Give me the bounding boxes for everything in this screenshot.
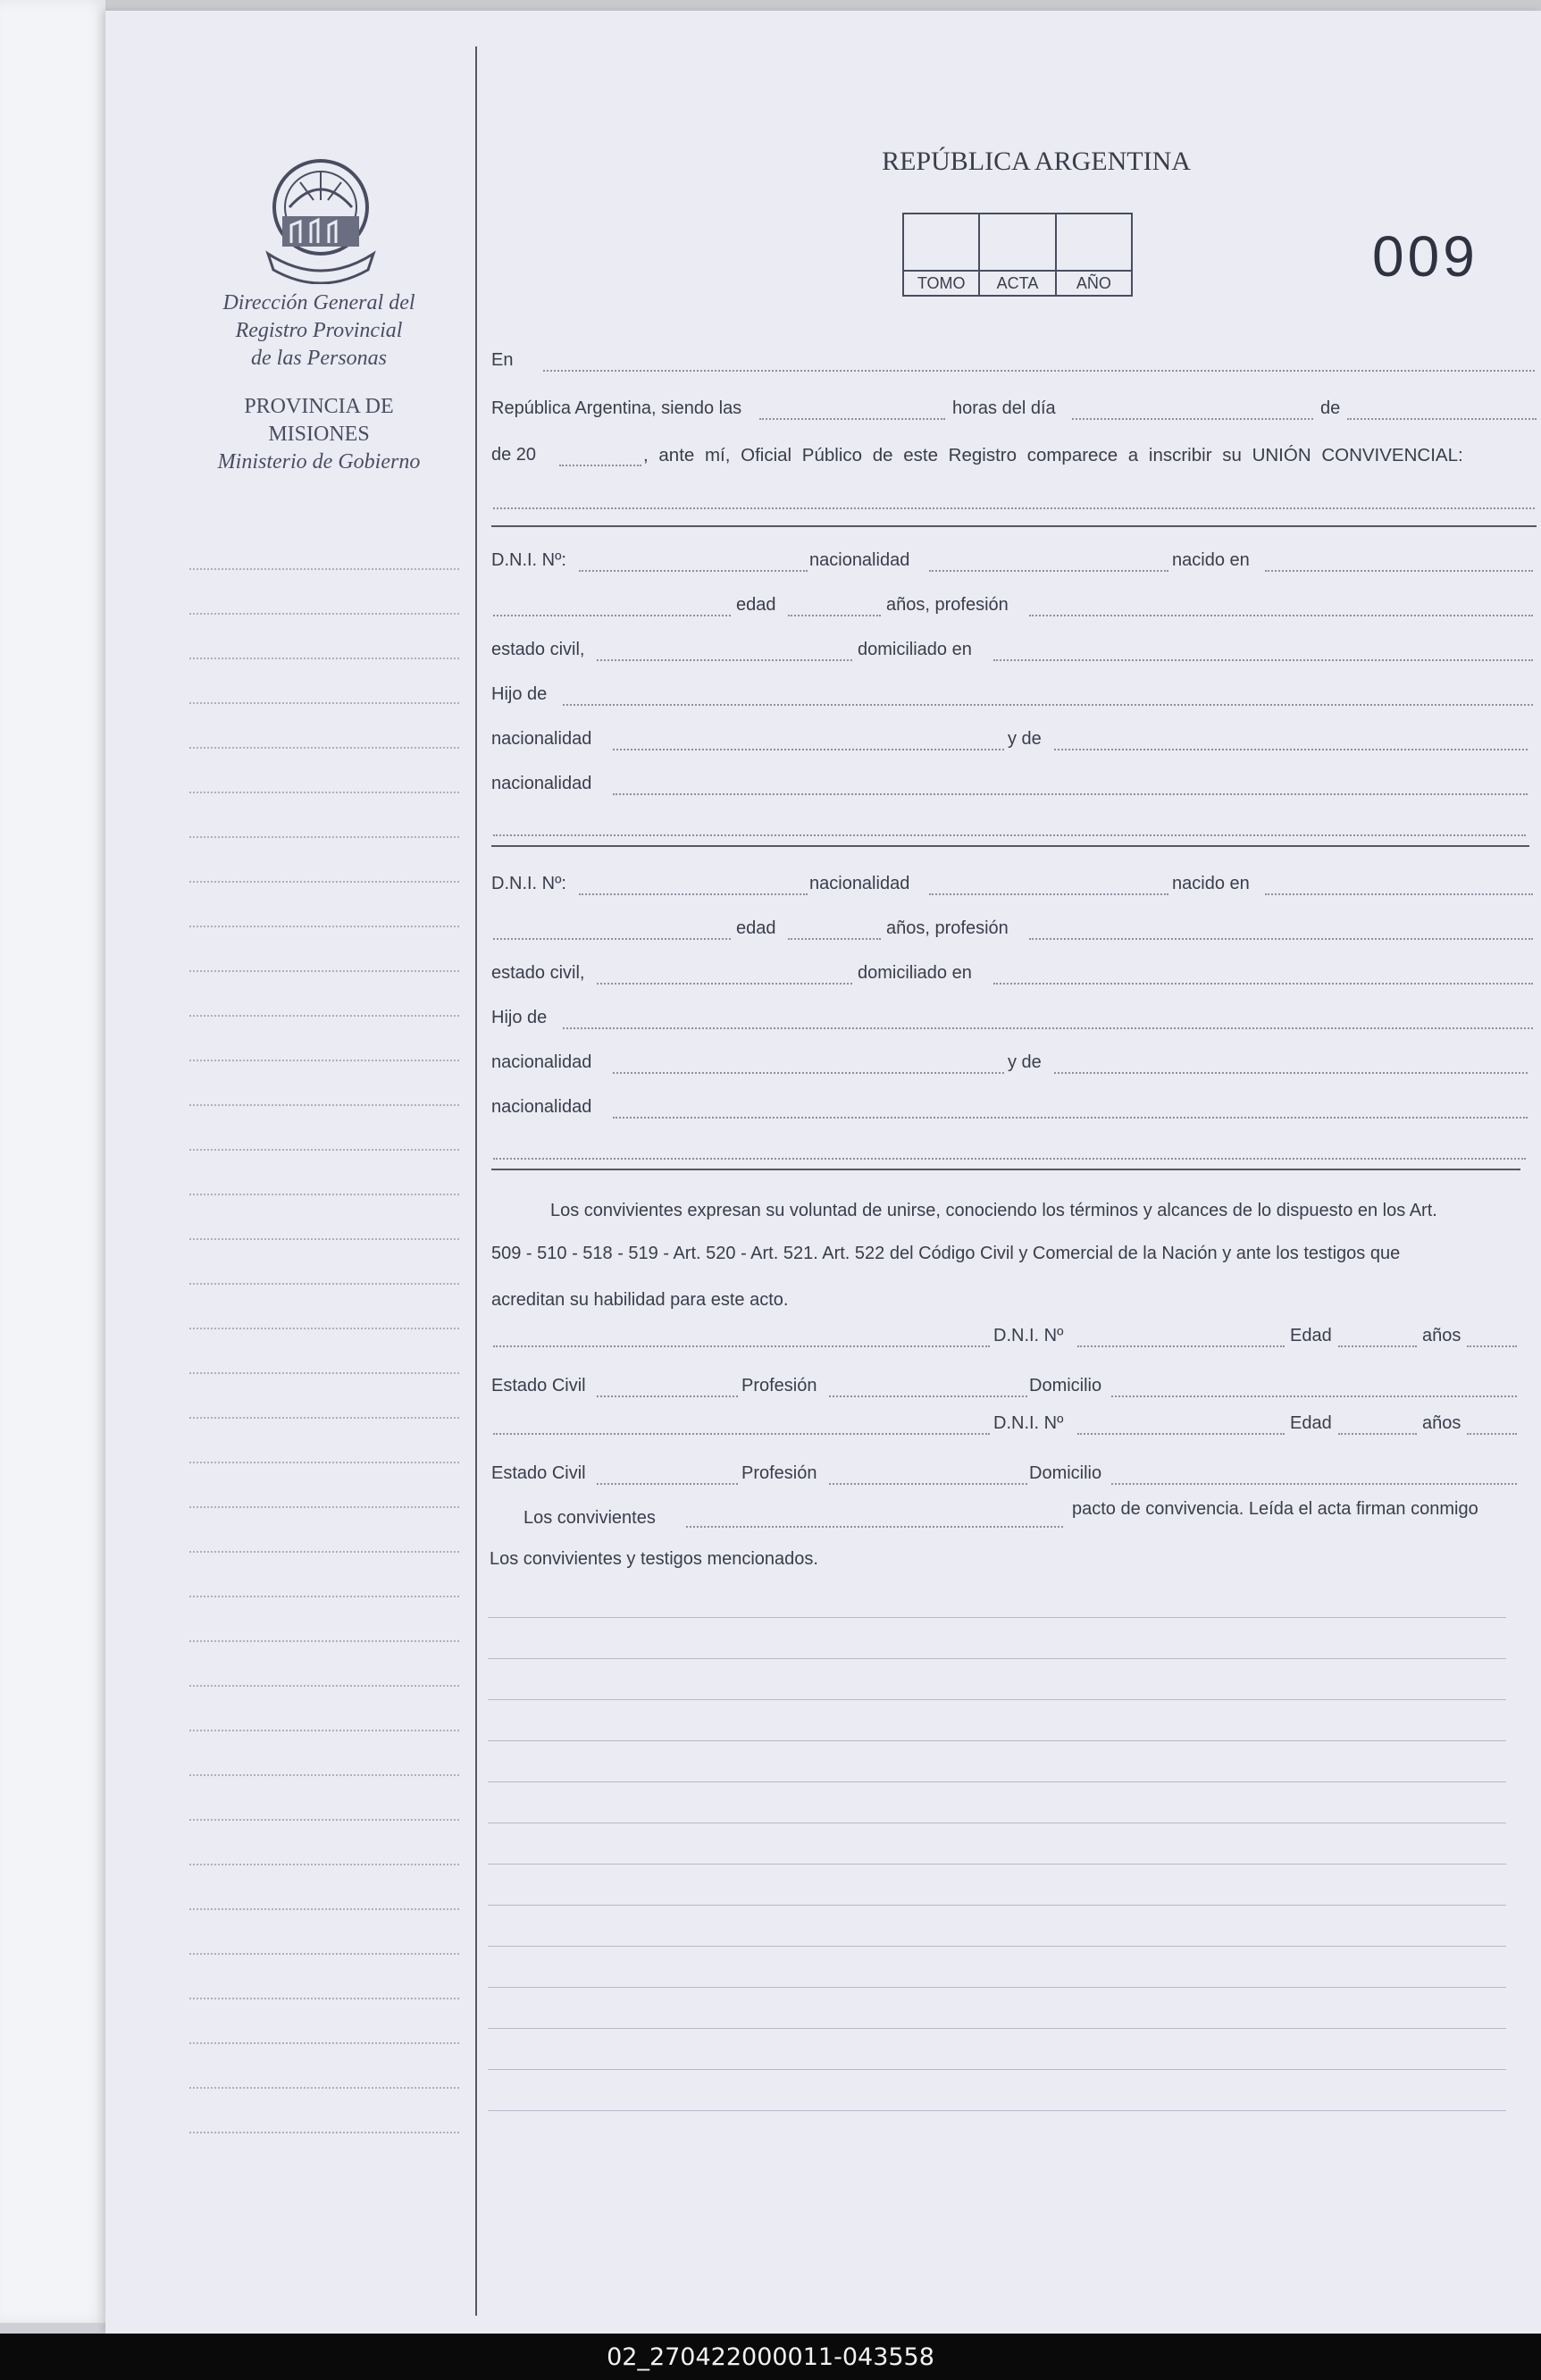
section-divider-2 [491,845,1529,847]
person-1-profesion-fill[interactable] [1029,615,1533,616]
person-1-dni-label: D.N.I. Nº: [491,550,566,570]
document-number: 009 [1372,224,1478,289]
margin-line[interactable] [189,1149,459,1151]
margin-line[interactable] [189,1596,459,1597]
person-1-yde-label: y de [1008,729,1042,749]
signature-line[interactable] [488,1946,1506,1947]
person-1-birthplace-fill[interactable] [493,615,731,616]
witness-2-dni-fill[interactable] [1077,1433,1285,1435]
margin-line[interactable] [189,2042,459,2044]
person-1-madre-nac-fill[interactable] [613,793,1528,795]
ano-cell[interactable] [1057,214,1131,295]
person-2-edad-label: edad [736,918,776,938]
person-1-continuation[interactable] [493,834,1526,836]
margin-line[interactable] [189,658,459,659]
margin-line[interactable] [189,1730,459,1731]
person-1-madre-nac-label: nacionalidad [491,774,592,793]
person-2-domicilio-label: domiciliado en [858,963,972,983]
sidebar-province [189,393,448,476]
witness-2-estado-label: Estado Civil [491,1463,586,1483]
margin-line[interactable] [189,1908,459,1910]
margin-line[interactable] [189,1864,459,1865]
margin-line[interactable] [189,1238,459,1240]
person-1-edad-label: edad [736,595,776,615]
margin-line[interactable] [189,2087,459,2089]
witness-1-edad-fill[interactable] [1338,1345,1417,1347]
intro-continuation[interactable] [493,507,1535,509]
document-title: REPÚBLICA ARGENTINA [882,147,1191,176]
witness-1-anos-fill[interactable] [1467,1345,1517,1347]
directorate-line-3: de las Personas [251,347,387,370]
tomo-label: TOMO [904,270,978,295]
signature-line[interactable] [488,1781,1506,1782]
margin-line[interactable] [189,568,459,570]
provincial-seal [264,154,377,284]
witness-1-estado-label: Estado Civil [491,1376,586,1395]
person-2-dni-fill[interactable] [579,893,808,895]
margin-line[interactable] [189,792,459,793]
person-1-dni-fill[interactable] [579,570,808,572]
person-2-hijo-label: Hijo de [491,1008,548,1027]
person-2-yde-label: y de [1008,1052,1042,1072]
person-1-padre-nac-label: nacionalidad [491,729,592,749]
person-1-nacionalidad-fill[interactable] [929,570,1168,572]
witness-1-estado-fill[interactable] [597,1395,738,1397]
margin-line[interactable] [189,1372,459,1374]
person-2-madre-nac-label: nacionalidad [491,1097,592,1117]
witness-1-name-fill[interactable] [493,1345,990,1347]
signature-line[interactable] [488,2028,1506,2029]
province-line-2: MISIONES [268,423,370,446]
witness-2-domicilio-label: Domicilio [1029,1463,1102,1483]
person-1-hijo-label: Hijo de [491,684,548,704]
margin-line[interactable] [189,926,459,927]
acta-cell[interactable] [980,214,1056,295]
witness-1-dni-label: D.N.I. Nº [993,1326,1064,1345]
witness-1-domicilio-fill[interactable] [1111,1395,1517,1397]
person-2-edad-fill[interactable] [788,938,881,940]
section-divider-3 [491,1169,1520,1170]
year-fill[interactable] [559,465,641,466]
margin-line[interactable] [189,836,459,838]
margin-line[interactable] [189,2132,459,2133]
person-2-yde-fill[interactable] [1054,1072,1528,1074]
intro-line-2c: de [1320,398,1341,418]
signature-line[interactable] [488,1699,1506,1700]
tomo-cell[interactable] [904,214,980,295]
person-2-padre-nac-label: nacionalidad [491,1052,592,1072]
witness-1-dni-fill[interactable] [1077,1345,1285,1347]
person-2-continuation[interactable] [493,1158,1526,1160]
directorate-line-2: Registro Provincial [235,319,403,342]
person-2-domicilio-fill[interactable] [993,983,1533,985]
witness-2-profesion-label: Profesión [741,1463,817,1483]
intro-line-3a: de 20 [491,445,537,465]
margin-line[interactable] [189,1998,459,1999]
witness-2-anos-fill[interactable] [1467,1433,1517,1435]
intro-line-2a: República Argentina, siendo las [491,398,742,418]
intro-en: En [491,350,514,370]
hour-fill[interactable] [759,418,945,420]
signature-line[interactable] [488,1905,1506,1906]
scan-id: 02_270422000011-043558 [607,2342,934,2371]
day-fill[interactable] [1072,418,1313,420]
margin-line[interactable] [189,1328,459,1329]
person-2-profesion-fill[interactable] [1029,938,1533,940]
signature-line[interactable] [488,1864,1506,1865]
directorate-line-1: Dirección General del [222,291,415,314]
closing-line-1: pacto de convivencia. Leída el acta firman conmigo [1072,1499,1478,1519]
month-fill[interactable] [1347,418,1537,420]
margin-divider [475,46,477,2316]
ano-label: AÑO [1057,270,1131,295]
witness-1-profesion-fill[interactable] [829,1395,1027,1397]
signature-line[interactable] [488,1658,1506,1659]
person-2-dni-label: D.N.I. Nº: [491,874,566,893]
intro-en-fill[interactable] [543,370,1535,372]
margin-line[interactable] [189,1685,459,1687]
margin-line[interactable] [189,1283,459,1285]
margin-line[interactable] [189,1551,459,1553]
witness-2-estado-fill[interactable] [597,1483,738,1485]
person-1-nacido-fill[interactable] [1265,570,1533,572]
margin-line[interactable] [189,1953,459,1955]
witness-2-edad-fill[interactable] [1338,1433,1417,1435]
person-2-madre-nac-fill[interactable] [613,1117,1528,1119]
signature-line[interactable] [488,2069,1506,2070]
person-2-birthplace-fill[interactable] [493,938,731,940]
intro-line-3b: , ante mí, Oficial Público de este Registro comparece a inscribir su UNIÓN CONVIVENCIAL: [643,445,1463,465]
person-1-yde-fill[interactable] [1054,749,1528,750]
witness-2-profesion-fill[interactable] [829,1483,1027,1485]
acta-label: ACTA [980,270,1054,295]
ministry: Ministerio de Gobierno [217,450,421,473]
margin-line[interactable] [189,1104,459,1106]
person-2-profesion-label: años, profesión [886,918,1009,938]
province-line-1: PROVINCIA DE [244,395,394,418]
person-1-edad-fill[interactable] [788,615,881,616]
signature-line[interactable] [488,1987,1506,1988]
margin-line[interactable] [189,1194,459,1195]
margin-line[interactable] [189,881,459,883]
signature-line[interactable] [488,2110,1506,2111]
margin-line[interactable] [189,1819,459,1821]
person-1-padre-nac-fill[interactable] [613,749,1004,750]
margin-line[interactable] [189,1506,459,1508]
witness-2-dni-label: D.N.I. Nº [993,1413,1064,1433]
signature-line[interactable] [488,1740,1506,1741]
sidebar-directorate [189,289,448,373]
person-1-domicilio-fill[interactable] [993,659,1533,661]
witness-1-anos-label: años [1422,1326,1461,1345]
declaration-line-1: Los convivientes expresan su voluntad de unirse, conociendo los términos y alcances de lo dispuesto en los Art. [550,1201,1437,1220]
person-1-nacionalidad-label: nacionalidad [809,550,910,570]
person-1-hijo-fill[interactable] [563,704,1533,706]
person-2-hijo-fill[interactable] [563,1027,1533,1029]
person-2-nacionalidad-label: nacionalidad [809,874,910,893]
intro-line-2b: horas del día [952,398,1056,418]
margin-line[interactable] [189,1640,459,1642]
margin-line[interactable] [189,970,459,972]
witness-1-profesion-label: Profesión [741,1376,817,1395]
margin-line[interactable] [189,1417,459,1419]
witness-2-edad-label: Edad [1290,1413,1332,1433]
person-2-nacionalidad-fill[interactable] [929,893,1168,895]
closing-line-2: Los convivientes y testigos mencionados. [490,1549,818,1569]
signature-line[interactable] [488,1617,1506,1618]
margin-line[interactable] [189,747,459,749]
person-2-estado-fill[interactable] [597,983,852,985]
person-1-profesion-label: años, profesión [886,595,1009,615]
witness-1-edad-label: Edad [1290,1326,1332,1345]
witness-2-anos-label: años [1422,1413,1461,1433]
margin-line[interactable] [189,702,459,704]
convivientes-label: Los convivientes [523,1508,656,1528]
margin-line[interactable] [189,1462,459,1463]
facing-page-edge [0,0,105,2323]
person-2-nacido-label: nacido en [1172,874,1250,893]
person-1-domicilio-label: domiciliado en [858,640,972,659]
witness-1-domicilio-label: Domicilio [1029,1376,1102,1395]
margin-line[interactable] [189,1015,459,1017]
person-2-estado-label: estado civil, [491,963,585,983]
margin-line[interactable] [189,613,459,615]
person-1-estado-label: estado civil, [491,640,585,659]
witness-2-name-fill[interactable] [493,1433,990,1435]
section-divider-1 [491,525,1537,527]
scan-id-bar [0,2334,1541,2380]
declaration-line-2: 509 - 510 - 518 - 519 - Art. 520 - Art. 521. Art. 522 del Código Civil y Comercial de la Nación y ante los testigos que [491,1244,1401,1263]
witness-2-domicilio-fill[interactable] [1111,1483,1517,1485]
person-1-estado-fill[interactable] [597,659,852,661]
margin-line[interactable] [189,1060,459,1061]
convivientes-fill[interactable] [686,1526,1063,1528]
declaration-line-3: acreditan su habilidad para este acto. [491,1290,789,1310]
person-1-nacido-label: nacido en [1172,550,1250,570]
person-2-padre-nac-fill[interactable] [613,1072,1004,1074]
margin-line[interactable] [189,1774,459,1776]
person-2-nacido-fill[interactable] [1265,893,1533,895]
register-table [902,213,1133,297]
